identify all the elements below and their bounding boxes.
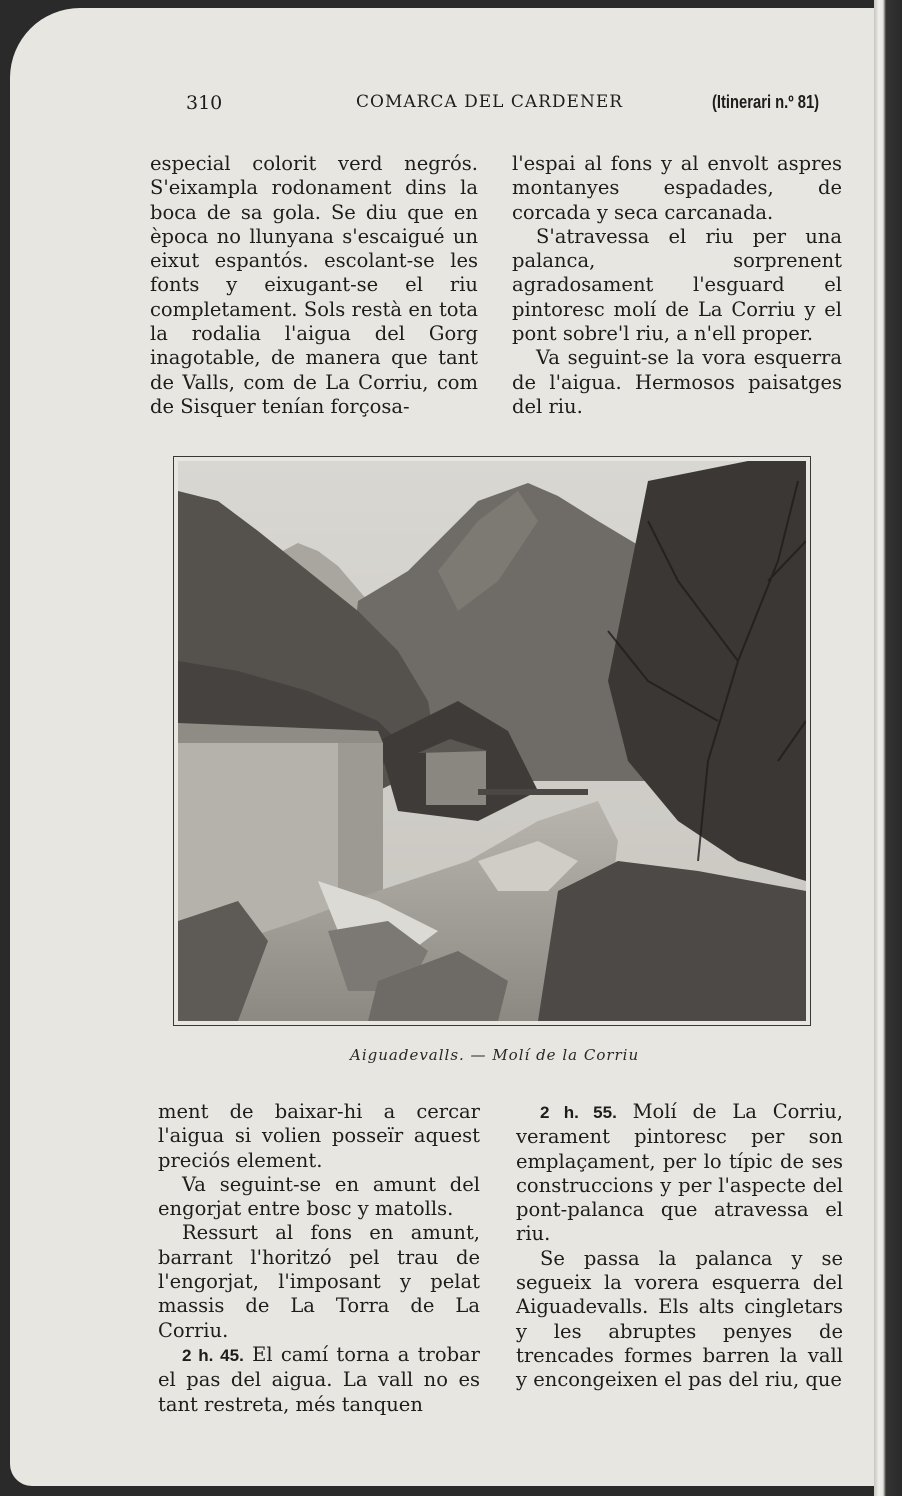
top-right-column [512,152,842,419]
top-left-column [150,152,478,419]
photograph [173,456,811,1026]
page-number: 310 [186,92,223,114]
book-spine [874,0,902,1496]
time-marker: 2 h. 55. [540,1103,617,1122]
paragraph: ment de baixar-hi a cercar l'aigua si volien posseïr aquest preciós element. [158,1100,480,1172]
itinerary-label: (Itinerari n.º 81) [712,92,820,112]
paragraph: Va seguint-se la vora esquerra de l'aigua. Hermosos paisatges del riu. [512,346,842,418]
paragraph [516,1100,843,1247]
paragraph-text: El camí torna a trobar el pas del aigua. La vall no es tant restreta, més tanquen [158,1342,480,1416]
paragraph [158,1343,480,1417]
bottom-left-column [158,1100,480,1417]
paragraph: Va seguint-se en amunt del engorjat entre bosc y matolls. [158,1172,480,1221]
paragraph-text: Molí de La Corriu, verament pintoresc per son emplaçament, per lo típic de ses construccions y per l'aspecte del pont-palanca que atravessa el riu. [516,1100,844,1246]
running-title: COMARCA DEL CARDENER [356,92,624,112]
photo-caption: Aiguadevalls. — Molí de la Corriu [350,1046,640,1064]
bottom-right-column [516,1100,843,1393]
paragraph: especial colorit verd negrós. S'eixampla rodonament dins la boca de sa gola. Se diu que en època no llunyana s'escaigué un eixut espantós. escolant-se les fonts y eixugant-se el riu completament. Sols restà en tota la rodalia l'aigua del Gorg inagotable, de manera que tant de Valls, com de La Corriu, com de Sisquer tenían forçosa- [150,152,478,418]
time-marker: 2 h. 45. [182,1345,244,1365]
paragraph: Se passa la palanca y se segueix la vorera esquerra del Aiguadevalls. Els alts cingletars y les abruptes penyes de trencades formes barren la vall y encongeixen el pas del riu, que [516,1246,843,1392]
paragraph: S'atravessa el riu per una palanca, sorprenent agradosament l'esguard el pintoresc molí de La Corriu y el pont sobre'l riu, a n'ell proper. [512,224,842,346]
photo-mill-illustration [178,461,806,1021]
paragraph: l'espai al fons y al envolt aspres montanyes espadades, de corcada y seca carcanada. [512,152,842,224]
paragraph: Ressurt al fons en amunt, barrant l'horitzó pel trau de l'engorjat, l'imposant y pelat massis de La Torra de La Corriu. [158,1221,480,1342]
